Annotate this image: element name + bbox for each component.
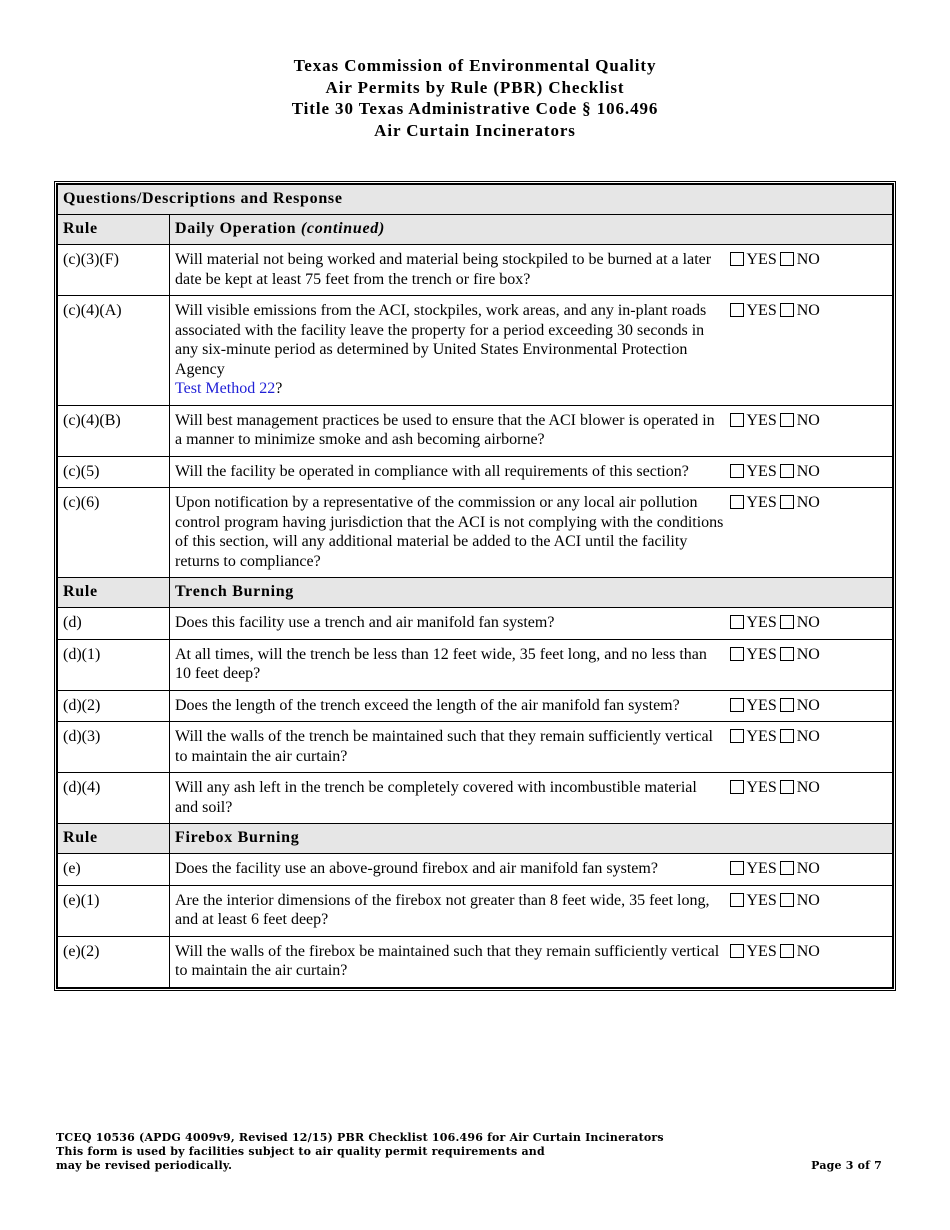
no-checkbox[interactable] [780, 252, 794, 266]
question-text: Does the facility use an above-ground firebox and air manifold fan system? [175, 860, 658, 877]
question-cell [170, 245, 726, 296]
no-label: NO [796, 614, 820, 631]
question-cell [170, 885, 726, 936]
question-text: Will the facility be operated in compliance with all requirements of this section? [175, 462, 689, 480]
yes-label: YES [746, 942, 777, 960]
yes-checkbox[interactable] [730, 615, 744, 629]
question-cell [170, 722, 726, 773]
yes-label: YES [746, 779, 777, 796]
yes-label: YES [746, 891, 777, 909]
question-cell [170, 854, 726, 886]
yes-checkbox[interactable] [730, 893, 744, 907]
table-row [58, 405, 893, 456]
response-cell [726, 936, 893, 987]
no-label: NO [796, 302, 820, 319]
no-checkbox[interactable] [780, 647, 794, 661]
header-agency: Texas Commission of Environmental Quality [293, 56, 657, 75]
table-row [58, 245, 893, 296]
yes-checkbox[interactable] [730, 780, 744, 794]
section-heading-suffix: (continued) [300, 220, 386, 237]
footer-note-2: may be revised periodically. [56, 1159, 233, 1172]
question-cell [170, 608, 726, 640]
table-row [58, 885, 893, 936]
question-text: Will any ash left in the trench be completely covered with incombustible material and soil? [175, 779, 697, 816]
yes-label: YES [746, 860, 777, 877]
yes-checkbox[interactable] [730, 413, 744, 427]
response-cell [726, 245, 893, 296]
header-code-title: Title 30 Texas Administrative Code § 106.496 [291, 99, 659, 118]
header-subject: Air Curtain Incinerators [374, 120, 576, 140]
no-label: NO [796, 411, 820, 429]
question-cell [170, 690, 726, 722]
section-heading-text: Trench Burning [175, 583, 295, 600]
no-label: NO [796, 645, 820, 663]
document-header [0, 55, 950, 141]
rule-citation: (e)(1) [58, 885, 170, 936]
question-text: Upon notification by a representative of the commission or any local air pollution control program having jurisdiction that the ACI is not complying with the conditions of this section, will any additional material be added to the ACI until the facility returns to compliance? [175, 494, 724, 570]
question-cell [170, 456, 726, 488]
table-row [58, 639, 893, 690]
no-checkbox[interactable] [780, 303, 794, 317]
header-checklist-title: Air Permits by Rule (PBR) Checklist [325, 77, 625, 97]
rule-citation: (c)(3)(F) [58, 245, 170, 296]
no-checkbox[interactable] [780, 413, 794, 427]
rule-citation: (d)(4) [58, 773, 170, 824]
question-text: At all times, will the trench be less than 12 feet wide, 35 feet long, and no less than 10 feet deep? [175, 645, 707, 682]
no-label: NO [796, 891, 820, 909]
no-label: NO [796, 462, 820, 480]
yes-label: YES [746, 728, 777, 745]
no-checkbox[interactable] [780, 780, 794, 794]
response-cell [726, 608, 893, 640]
response-cell [726, 854, 893, 886]
no-checkbox[interactable] [780, 464, 794, 478]
yes-label: YES [746, 251, 777, 268]
no-label: NO [796, 696, 820, 714]
rule-citation: (c)(5) [58, 456, 170, 488]
yes-checkbox[interactable] [730, 698, 744, 712]
yes-checkbox[interactable] [730, 729, 744, 743]
footer-note-1: This form is used by facilities subject to air quality permit requirements and [56, 1145, 545, 1158]
rule-citation: (d)(3) [58, 722, 170, 773]
table-title: Questions/Descriptions and Response [58, 185, 893, 215]
table-row [58, 722, 893, 773]
table-row [58, 488, 893, 578]
yes-checkbox[interactable] [730, 252, 744, 266]
section-heading-text: Firebox Burning [175, 829, 300, 846]
rule-citation: (d) [58, 608, 170, 640]
page-number: Page 3 of 7 [811, 1159, 882, 1172]
question-text: Does this facility use a trench and air manifold fan system? [175, 614, 555, 631]
section-heading-text: Daily Operation [175, 220, 301, 237]
yes-label: YES [746, 696, 777, 714]
response-cell [726, 773, 893, 824]
no-label: NO [796, 942, 820, 960]
footer-form-id: TCEQ 10536 (APDG 4009v9, Revised 12/15) PBR Checklist 106.496 for Air Curtain Incinerators [56, 1131, 664, 1144]
table-row [58, 854, 893, 886]
rule-column-header: Rule [58, 824, 170, 854]
yes-checkbox[interactable] [730, 464, 744, 478]
response-cell [726, 296, 893, 406]
question-text: Does the length of the trench exceed the length of the air manifold fan system? [175, 696, 680, 714]
response-cell [726, 885, 893, 936]
no-checkbox[interactable] [780, 698, 794, 712]
no-label: NO [796, 860, 820, 877]
no-label: NO [796, 779, 820, 796]
response-cell [726, 405, 893, 456]
yes-label: YES [746, 462, 777, 480]
section-heading [170, 578, 893, 608]
table-row [58, 936, 893, 987]
test-method-link[interactable]: Test Method 22 [175, 380, 276, 397]
table-row [58, 690, 893, 722]
question-text: Will visible emissions from the ACI, stockpiles, work areas, and any in-plant roads associated with the facility leave the property for a period exceeding 30 seconds in any six-minute period as determined by United States Environmental Protection Agency [175, 302, 707, 378]
question-text: Will the walls of the firebox be maintained such that they remain sufficiently vertical to maintain the air curtain? [175, 942, 720, 979]
yes-checkbox[interactable] [730, 861, 744, 875]
no-label: NO [796, 728, 820, 745]
yes-checkbox[interactable] [730, 303, 744, 317]
checklist-table [54, 181, 896, 991]
response-cell [726, 456, 893, 488]
rule-citation: (c)(4)(A) [58, 296, 170, 406]
question-cell [170, 488, 726, 578]
yes-checkbox[interactable] [730, 944, 744, 958]
question-text: Will the walls of the trench be maintained such that they remain sufficiently vertical to maintain the air curtain? [175, 728, 713, 765]
response-cell [726, 488, 893, 578]
yes-checkbox[interactable] [730, 495, 744, 509]
question-cell [170, 936, 726, 987]
question-text: Will material not being worked and material being stockpiled to be burned at a later date be kept at least 75 feet from the trench or fire box? [175, 251, 712, 288]
no-checkbox[interactable] [780, 615, 794, 629]
question-text: Will best management practices be used to ensure that the ACI blower is operated in a manner to minimize smoke and ash becoming airborne? [175, 411, 715, 448]
question-cell [170, 405, 726, 456]
question-cell [170, 639, 726, 690]
no-checkbox[interactable] [780, 861, 794, 875]
rule-citation: (d)(2) [58, 690, 170, 722]
rule-citation: (c)(6) [58, 488, 170, 578]
rule-citation: (e) [58, 854, 170, 886]
section-header-row [58, 215, 893, 245]
no-checkbox[interactable] [780, 893, 794, 907]
response-cell [726, 722, 893, 773]
yes-label: YES [746, 645, 777, 663]
no-checkbox[interactable] [780, 729, 794, 743]
rule-column-header: Rule [58, 578, 170, 608]
table-row [58, 608, 893, 640]
yes-label: YES [746, 302, 777, 319]
table-row [58, 773, 893, 824]
section-heading [170, 824, 893, 854]
no-checkbox[interactable] [780, 495, 794, 509]
response-cell [726, 690, 893, 722]
section-heading [170, 215, 893, 245]
no-label: NO [796, 494, 820, 511]
question-cell [170, 296, 726, 406]
no-label: NO [796, 251, 820, 268]
document-footer [56, 1131, 882, 1173]
yes-label: YES [746, 614, 777, 631]
no-checkbox[interactable] [780, 944, 794, 958]
table-row [58, 296, 893, 406]
question-end: ? [275, 380, 283, 397]
rule-citation: (e)(2) [58, 936, 170, 987]
yes-checkbox[interactable] [730, 647, 744, 661]
section-header-row [58, 578, 893, 608]
section-header-row [58, 824, 893, 854]
response-cell [726, 639, 893, 690]
rule-column-header: Rule [58, 215, 170, 245]
rule-citation: (d)(1) [58, 639, 170, 690]
yes-label: YES [746, 494, 777, 511]
yes-label: YES [746, 411, 777, 429]
question-cell [170, 773, 726, 824]
question-text: Are the interior dimensions of the firebox not greater than 8 feet wide, 35 feet long, and at least 6 feet deep? [175, 891, 710, 928]
rule-citation: (c)(4)(B) [58, 405, 170, 456]
table-row [58, 456, 893, 488]
